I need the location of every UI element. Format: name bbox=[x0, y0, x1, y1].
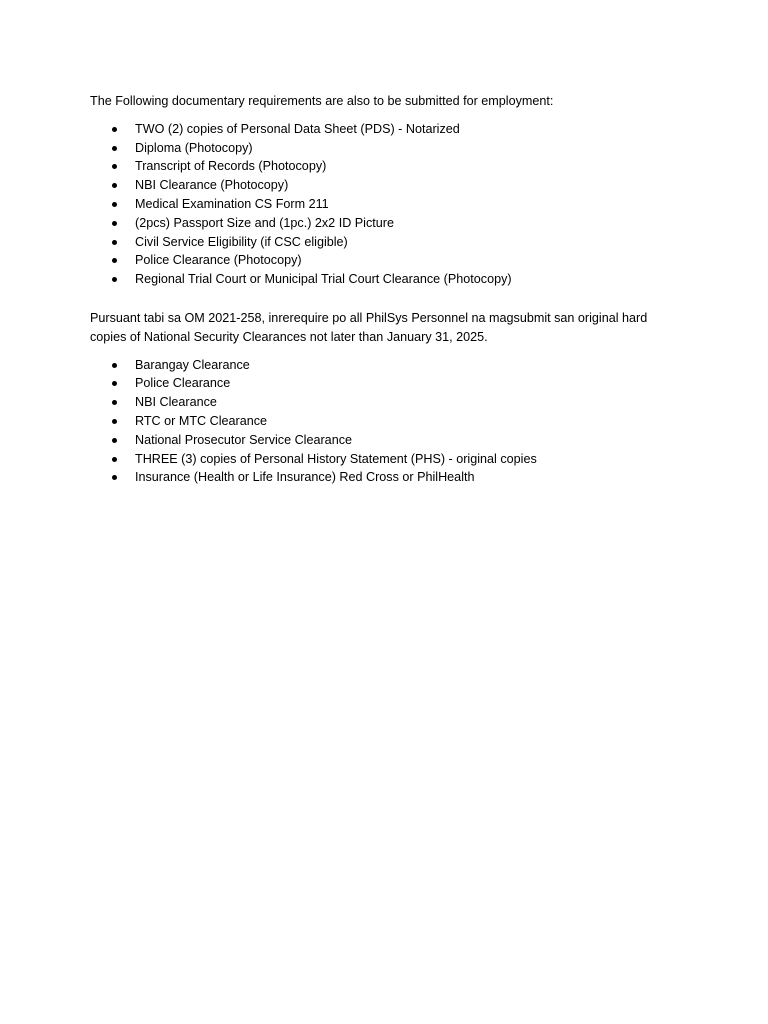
clearances-list bbox=[90, 356, 680, 488]
list-item bbox=[90, 393, 680, 412]
bullet-icon bbox=[112, 127, 117, 132]
bullet-icon bbox=[112, 221, 117, 226]
bullet-icon bbox=[112, 438, 117, 443]
list-item-text: Police Clearance bbox=[135, 376, 231, 391]
notice-paragraph bbox=[90, 309, 680, 347]
list-item bbox=[90, 176, 680, 195]
list-item bbox=[90, 412, 680, 431]
bullet-icon bbox=[112, 183, 117, 188]
list-item bbox=[90, 431, 680, 450]
list-item-text: Insurance (Health or Life Insurance) Red Cross or PhilHealth bbox=[135, 470, 475, 485]
list-item-text: Diploma (Photocopy) bbox=[135, 140, 253, 155]
list-item-text: Medical Examination CS Form 211 bbox=[135, 196, 329, 211]
list-item-text: Barangay Clearance bbox=[135, 357, 250, 372]
list-item-text: NBI Clearance bbox=[135, 395, 217, 410]
list-item bbox=[90, 139, 680, 158]
list-item bbox=[90, 270, 680, 289]
intro-paragraph: The Following documentary requirements are also to be submitted for employment: bbox=[90, 94, 554, 108]
bullet-icon bbox=[112, 400, 117, 405]
list-item-text: RTC or MTC Clearance bbox=[135, 413, 268, 428]
bullet-icon bbox=[112, 475, 117, 480]
list-item bbox=[90, 468, 680, 487]
list-item bbox=[90, 157, 680, 176]
list-item-text: NBI Clearance (Photocopy) bbox=[135, 178, 289, 193]
list-item bbox=[90, 450, 680, 469]
list-item-text: Transcript of Records (Photocopy) bbox=[135, 159, 327, 174]
list-item-text: TWO (2) copies of Personal Data Sheet (PDS) - Notarized bbox=[135, 121, 460, 136]
list-item-text: Police Clearance (Photocopy) bbox=[135, 253, 302, 268]
list-item bbox=[90, 233, 680, 252]
list-item-text: THREE (3) copies of Personal History Statement (PHS) - original copies bbox=[135, 451, 537, 466]
bullet-icon bbox=[112, 202, 117, 207]
bullet-icon bbox=[112, 457, 117, 462]
bullet-icon bbox=[112, 164, 117, 169]
list-item bbox=[90, 195, 680, 214]
bullet-icon bbox=[112, 419, 117, 424]
list-item bbox=[90, 120, 680, 139]
list-item bbox=[90, 214, 680, 233]
bullet-icon bbox=[112, 277, 117, 282]
list-item bbox=[90, 356, 680, 375]
requirements-list bbox=[90, 120, 680, 289]
list-item-text: Civil Service Eligibility (if CSC eligible) bbox=[135, 234, 348, 249]
paragraph-spacer bbox=[90, 289, 680, 309]
bullet-icon bbox=[112, 240, 117, 245]
list-item bbox=[90, 251, 680, 270]
notice-line: Pursuant tabi sa OM 2021-258, inrerequire po all PhilSys Personnel na magsubmit san original hard bbox=[90, 310, 648, 325]
bullet-icon bbox=[112, 146, 117, 151]
list-item-text: (2pcs) Passport Size and (1pc.) 2x2 ID Picture bbox=[135, 215, 394, 230]
notice-line: copies of National Security Clearances not later than January 31, 2025. bbox=[90, 329, 488, 344]
bullet-icon bbox=[112, 381, 117, 386]
document-body bbox=[90, 92, 680, 487]
bullet-icon bbox=[112, 363, 117, 368]
list-item-text: Regional Trial Court or Municipal Trial Court Clearance (Photocopy) bbox=[135, 272, 512, 287]
bullet-icon bbox=[112, 258, 117, 263]
list-item bbox=[90, 374, 680, 393]
list-item-text: National Prosecutor Service Clearance bbox=[135, 432, 352, 447]
